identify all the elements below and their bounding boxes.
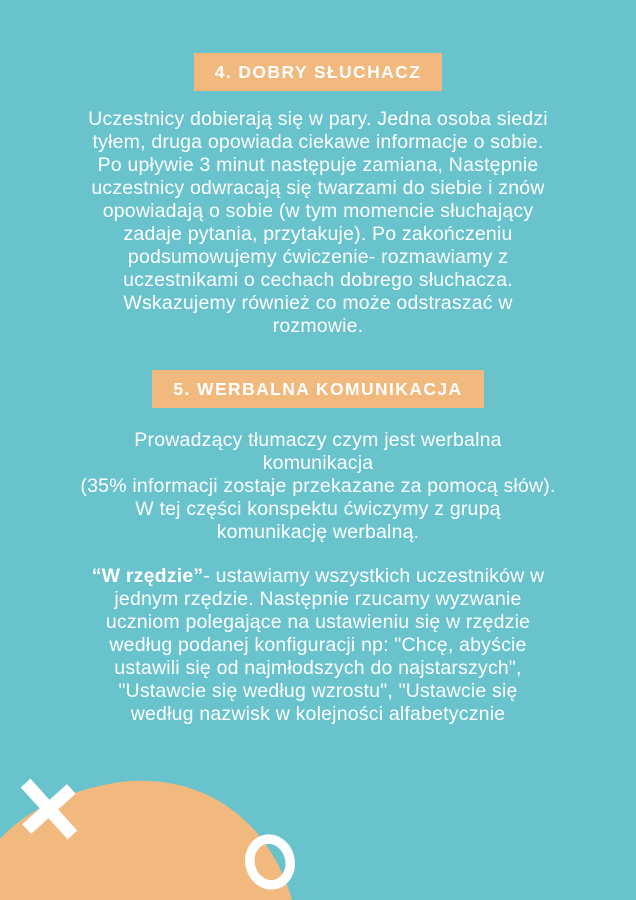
text-line: opowiadają o sobie (w tym momencie słuchający xyxy=(102,200,534,222)
text-line: według podanej konfiguracji np: "Chcę, abyście xyxy=(109,634,527,656)
ring-icon xyxy=(245,835,295,889)
text-line: tyłem, druga opowiada ciekawe informacje o sobie. xyxy=(92,131,544,153)
exercise-name: “W rzędzie” xyxy=(91,565,204,587)
text-line: uczniom polegające na ustawieniu się w rzędzie xyxy=(105,611,531,633)
text-line: rozmowie. xyxy=(272,315,364,337)
section-5-header-row xyxy=(0,370,636,408)
text-line: zadaje pytania, przytakuje). Po zakończeniu xyxy=(123,223,513,245)
text-segment: - ustawiamy wszystkich uczestników w xyxy=(203,565,545,587)
section-5-title-badge: 5. WERBALNA KOMUNIKACJA xyxy=(152,370,483,408)
text-line: (35% informacji zostaje przekazane za pomocą słów). xyxy=(80,475,556,497)
text-line: ustawili się od najmłodszych do najstarszych", xyxy=(114,657,522,679)
text-line: Prowadzący tłumaczy czym jest werbalna xyxy=(134,429,502,451)
text-line xyxy=(0,565,636,588)
text-line: Wskazujemy również co może odstraszać w xyxy=(123,292,513,314)
text-line: Po upływie 3 minut następuje zamiana, Następnie xyxy=(97,154,539,176)
text-line: komunikacja xyxy=(262,452,374,474)
section-4-paragraph xyxy=(0,108,636,338)
text-line: komunikację werbalną. xyxy=(216,521,420,543)
text-line: uczestnicy odwracają się twarzami do siebie i znów xyxy=(91,177,545,199)
section-4-header-row xyxy=(0,53,636,91)
orange-blob-shape xyxy=(0,781,292,900)
section-4-title-badge: 4. DOBRY SŁUCHACZ xyxy=(194,53,443,91)
text-line: uczestnikami o cechach dobrego słuchacza. xyxy=(123,269,513,291)
text-line: "Ustawcie się według wzrostu", "Ustawcie się xyxy=(118,680,518,702)
text-line: W tej części konspektu ćwiczymy z grupą xyxy=(135,498,501,520)
text-line: według nazwisk w kolejności alfabetycznie xyxy=(130,703,506,725)
exercise-paragraph xyxy=(0,565,636,726)
section-5-paragraph xyxy=(0,429,636,544)
text-line: Uczestnicy dobierają się w pary. Jedna osoba siedzi xyxy=(88,108,548,130)
x-mark-icon xyxy=(3,763,94,855)
text-line: podsumowujemy ćwiczenie- rozmawiamy z xyxy=(127,246,509,268)
text-line: jednym rzędzie. Następnie rzucamy wyzwanie xyxy=(114,588,522,610)
